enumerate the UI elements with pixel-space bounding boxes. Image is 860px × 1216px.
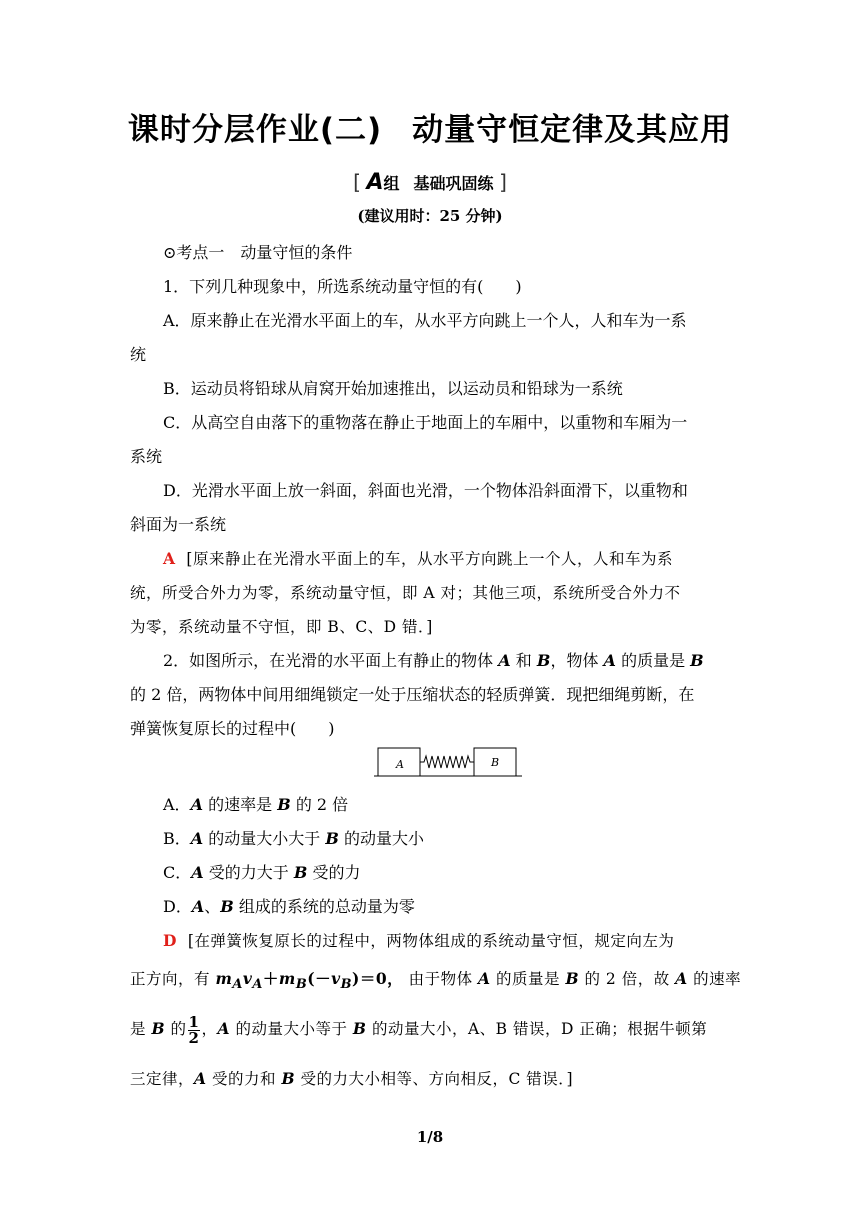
page-title (0, 104, 860, 149)
q2-exp-text: ， (201, 1020, 218, 1038)
formula-m: m (278, 969, 296, 988)
var-b: B (565, 969, 580, 988)
q2-exp-text: 的动量大小等于 (235, 1020, 348, 1038)
option-prefix: D． (163, 897, 192, 916)
var-a: A (190, 795, 203, 814)
option-prefix: C． (163, 863, 192, 882)
q2-stem-line2: 的 2 倍，两物体中间用细绳锁定一处于压缩状态的轻质弹簧．现把细绳剪断，在 (130, 685, 695, 704)
q2-explanation-line3 (130, 1012, 730, 1046)
q2-exp-text: 的 2 倍，故 (584, 970, 670, 988)
q2-stem-text: 的质量是 (621, 651, 686, 670)
group-letter: A (366, 170, 384, 195)
q1-stem: 1．下列几种现象中，所选系统动量守恒的有( ) (163, 277, 522, 296)
option-prefix: A． (163, 795, 191, 814)
formula-v: v (331, 969, 341, 988)
q2-exp-text: 的速率 (693, 970, 742, 988)
compressed-spring (420, 756, 474, 768)
q2-exp-text: 是 (130, 1020, 147, 1038)
fraction-half (188, 1012, 201, 1047)
title-main: 课时分层作业(二) (127, 112, 383, 148)
q2-exp-text: 的动量大小，A、B 错误，D 正确；根据牛顿第 (371, 1020, 708, 1038)
var-a: A (498, 651, 511, 670)
q1-option-b: B．运动员将铅球从肩窝开始加速推出，以运动员和铅球为一系统 (163, 379, 623, 398)
formula-sub: A (252, 977, 263, 993)
q2-stem-line1 (130, 644, 763, 678)
block-a-label: A (396, 758, 404, 771)
formula-op: (－ (307, 969, 332, 988)
q1-explanation-line3: 为零，系统动量不守恒，即 B、C、D 错．] (130, 618, 433, 636)
var-a: A (603, 651, 616, 670)
option-text: 受的力大于 (208, 863, 289, 882)
group-heading (0, 170, 860, 195)
q1-answer: A (163, 549, 176, 568)
q2-exp-text: 三定律， (130, 1070, 195, 1088)
q2-exp-text: 正方向，有 (130, 970, 216, 988)
block-b-label: B (491, 756, 500, 769)
formula-m: m (215, 969, 233, 988)
var-a: A (217, 1019, 230, 1038)
q2-explanation-line4 (130, 1062, 730, 1096)
title-sub: 动量守恒定律及其应用 (412, 112, 733, 148)
formula-sub: B (340, 977, 353, 993)
formula-op: ＋ (262, 969, 279, 988)
group-name: 基础巩固练 (413, 174, 494, 193)
q2-exp-text: [在弹簧恢复原长的过程中，两物体组成的系统动量守恒，规定向左为 (187, 932, 675, 950)
spring-blocks-figure (374, 744, 524, 780)
time-note: (建议用时：25 分钟) (357, 207, 503, 225)
var-b: B (277, 795, 291, 814)
q2-explanation-line1 (130, 924, 763, 958)
fraction-denominator: 2 (188, 1028, 200, 1047)
q2-stem-text: 2．如图所示，在光滑的水平面上有静止的物体 (163, 651, 494, 670)
q2-option-b (130, 822, 763, 856)
q2-stem-text: ，物体 (550, 651, 599, 670)
q2-exp-text: 由于物体 (408, 970, 473, 988)
var-b: B (281, 1069, 296, 1088)
var-b: B (690, 651, 704, 670)
var-b: B (352, 1019, 367, 1038)
q2-stem-line3: 弹簧恢复原长的过程中( ) (130, 719, 335, 738)
option-text: 的 2 倍 (295, 795, 349, 814)
var-b: B (293, 863, 308, 882)
q2-option-a (130, 788, 763, 822)
q2-exp-text: 的质量是 (496, 970, 561, 988)
group-label: 组 (383, 174, 400, 193)
option-text: 的动量大小大于 (208, 829, 321, 848)
var-a: A (191, 897, 205, 916)
page-number: 1/8 (416, 1128, 444, 1146)
option-text: 的动量大小 (344, 829, 425, 848)
q2-exp-text: 受的力大小相等、方向相反，C 错误．] (300, 1070, 574, 1088)
formula-v: v (242, 969, 253, 988)
option-text: 组成的系统的总动量为零 (238, 897, 415, 916)
q2-stem-text: 和 (515, 651, 532, 670)
q2-explanation-line2 (130, 962, 742, 1002)
var-b: B (220, 897, 234, 916)
bracket-close: ] (499, 170, 507, 194)
formula-sub: A (232, 977, 243, 993)
q1-option-c-line2: 系统 (130, 447, 163, 466)
var-b: B (325, 829, 339, 848)
var-a: A (191, 863, 204, 882)
var-a: A (194, 1069, 207, 1088)
option-text: 、 (204, 897, 221, 916)
section-heading: ⊙考点一 动量守恒的条件 (163, 243, 353, 262)
bracket-open: [ (353, 170, 361, 194)
q1-option-d-line2: 斜面为一系统 (130, 515, 227, 534)
var-a: A (478, 969, 491, 988)
q1-explanation-line2: 统，所受合外力为零，系统动量守恒，即 A 对；其他三项，系统所受合外力不 (130, 584, 681, 602)
var-b: B (151, 1019, 166, 1038)
q1-exp-text1: [原来静止在光滑水平面上的车，从水平方向跳上一个人，人和车为系 (186, 550, 673, 568)
q2-exp-text: 的 (170, 1020, 187, 1038)
q2-exp-text: 受的力和 (211, 1070, 276, 1088)
var-a: A (190, 829, 204, 848)
formula-op: )＝0， (352, 969, 404, 988)
option-prefix: B． (163, 829, 191, 848)
q2-option-d (130, 890, 763, 924)
option-text: 受的力 (312, 863, 361, 882)
q1-explanation-line1 (130, 542, 763, 576)
fraction-numerator: 1 (188, 1012, 200, 1031)
var-a: A (675, 969, 688, 988)
q2-option-c (130, 856, 763, 890)
q1-option-d-line1: D．光滑水平面上放一斜面，斜面也光滑，一个物体沿斜面滑下，以重物和 (163, 481, 688, 500)
q1-option-a-line2: 统 (130, 345, 147, 364)
q2-answer: D (163, 931, 177, 950)
option-text: 的速率是 (208, 795, 273, 814)
q1-option-c-line1: C．从高空自由落下的重物落在静止于地面上的车厢中，以重物和车厢为一 (163, 413, 688, 432)
var-b: B (536, 651, 551, 670)
formula-sub: B (295, 977, 308, 993)
q1-option-a-line1: A．原来静止在光滑水平面上的车，从水平方向跳上一个人，人和车为一系 (163, 311, 687, 330)
